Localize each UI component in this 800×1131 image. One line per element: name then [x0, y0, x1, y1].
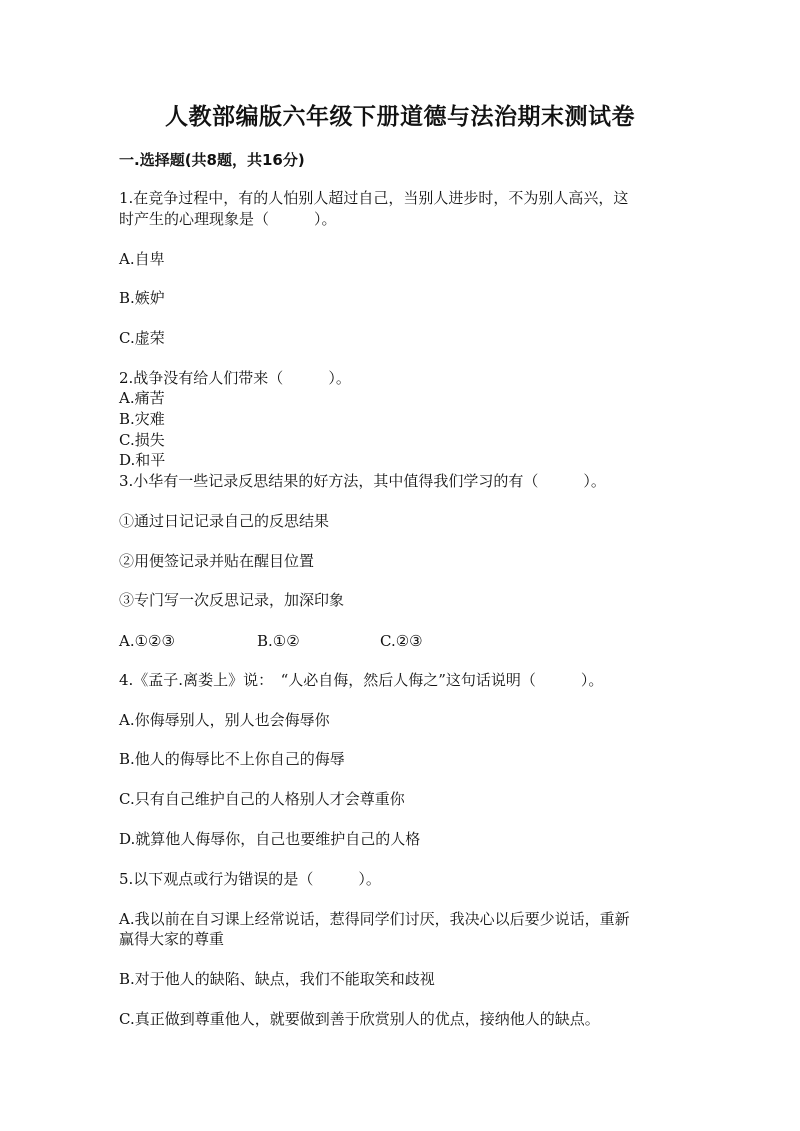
- question-3-item-3: ③专门写一次反思记录，加深印象: [119, 591, 345, 609]
- question-4-option-b: B.他人的侮辱比不上你自己的侮辱: [119, 750, 345, 768]
- question-2-option-a: A.痛苦: [119, 389, 165, 407]
- question-3-option-a: A.①②③: [119, 632, 175, 650]
- question-4-stem: 4.《孟子.离娄上》说： “人必自侮，然后人侮之”这句话说明（ ）。: [119, 671, 604, 689]
- question-3-options: [119, 631, 423, 651]
- question-4-option-d: D.就算他人侮辱你，自己也要维护自己的人格: [119, 830, 421, 848]
- question-2-stem: 2.战争没有给人们带来（ ）。: [119, 369, 351, 387]
- question-1-option-c: C.虚荣: [119, 329, 165, 347]
- question-4-option-c: C.只有自己维护自己的人格别人才会尊重你: [119, 790, 405, 808]
- question-5-option-b: B.对于他人的缺陷、缺点，我们不能取笑和歧视: [119, 970, 435, 988]
- question-1-stem-line-1: 1.在竞争过程中，有的人怕别人超过自己，当别人进步时，不为别人高兴，这: [119, 189, 629, 207]
- question-1-stem-line-2: 时产生的心理现象是（ ）。: [119, 210, 337, 228]
- question-5-option-c: C.真正做到尊重他人，就要做到善于欣赏别人的优点，接纳他人的缺点。: [119, 1010, 600, 1028]
- question-5-option-a-line-2: 赢得大家的尊重: [119, 930, 225, 948]
- question-3-option-b: B.①②: [257, 632, 300, 650]
- question-3-item-1: ①通过日记记录自己的反思结果: [119, 512, 330, 530]
- question-3-stem: 3.小华有一些记录反思结果的好方法，其中值得我们学习的有（ ）。: [119, 472, 606, 490]
- section-heading: 一.选择题(共8题，共16分): [119, 151, 305, 169]
- question-5-option-a-line-1: A.我以前在自习课上经常说话，惹得同学们讨厌，我决心以后要少说话，重新: [119, 910, 630, 928]
- question-2-option-d: D.和平: [119, 451, 166, 469]
- question-3-item-2: ②用便签记录并贴在醒目位置: [119, 552, 315, 570]
- question-1-option-b: B.嫉妒: [119, 289, 165, 307]
- question-2-option-b: B.灾难: [119, 410, 165, 428]
- question-3-option-c: C.②③: [380, 632, 423, 650]
- question-5-stem: 5.以下观点或行为错误的是（ ）。: [119, 870, 381, 888]
- question-2-option-c: C.损失: [119, 431, 165, 449]
- question-1-option-a: A.自卑: [119, 250, 165, 268]
- page-title: 人教部编版六年级下册道德与法治期末测试卷: [165, 104, 635, 130]
- question-4-option-a: A.你侮辱别人，别人也会侮辱你: [119, 711, 330, 729]
